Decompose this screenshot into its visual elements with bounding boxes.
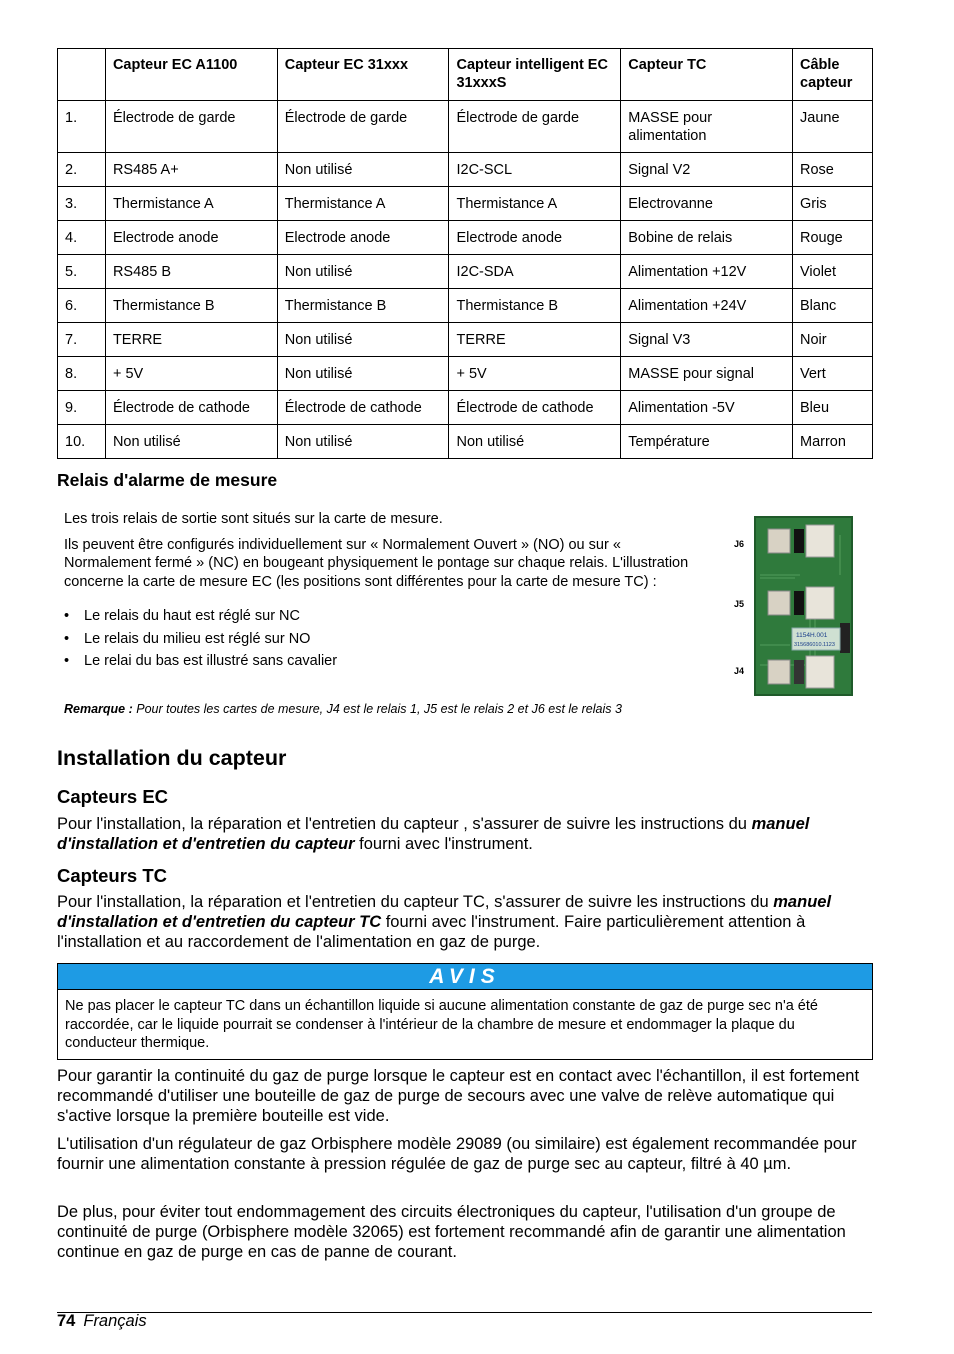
table-header-cell: Capteur TC	[621, 49, 793, 101]
table-cell: Non utilisé	[277, 323, 449, 357]
ec-text-part: Pour l'installation, la réparation et l'entretien du capteur , s'assurer de suivre les instructions du	[57, 815, 752, 833]
measurement-board-photo	[720, 515, 855, 697]
paragraph-regulator: L'utilisation d'un régulateur de gaz Orbisphere modèle 29089 (ou similaire) est également recommandée pour fournir une alimentation constante à pression régulée de gaz de purge sec au capteur, filtré à 40 µm.	[57, 1135, 857, 1173]
table-cell: 10.	[58, 425, 106, 459]
paragraph-backup-gas: Pour garantir la continuité du gaz de purge lorsque le capteur est en contact avec l'échantillon, il est fortement recommandé d'utiliser une bouteille de gaz de purge de secours avec une valve de relève automatique qui s'active lorsque la première bouteille est vide.	[57, 1067, 860, 1125]
table-cell: Electrode anode	[277, 221, 449, 255]
table-cell: Marron	[793, 425, 873, 459]
sticker-line-1: 1154H.001	[796, 632, 828, 639]
list-item: • Le relais du milieu est réglé sur NO	[64, 630, 704, 649]
table-cell: + 5V	[449, 357, 621, 391]
list-item: • Le relais du haut est réglé sur NC	[64, 607, 704, 626]
table-cell: Température	[621, 425, 793, 459]
notice-box	[57, 963, 873, 1060]
table-cell: Vert	[793, 357, 873, 391]
table-row	[58, 323, 873, 357]
tc-paragraph	[57, 892, 872, 952]
table-header-cell: Capteur EC 31xxx	[277, 49, 449, 101]
table-cell: Électrode de garde	[277, 101, 449, 153]
table-cell: Électrode de cathode	[105, 391, 277, 425]
table-cell: Jaune	[793, 101, 873, 153]
table-cell: Thermistance A	[449, 187, 621, 221]
notice-body: Ne pas placer le capteur TC dans un échantillon liquide si aucune alimentation constante de gaz de purge sec n'a été raccordée, car le liquide pourrait se condenser à l'intérieur de la chambre de mesure et endommager la plaque du conducteur thermique.	[65, 998, 818, 1051]
table-cell: Blanc	[793, 289, 873, 323]
table-row	[58, 425, 873, 459]
table-cell: Bleu	[793, 391, 873, 425]
table-row	[58, 153, 873, 187]
table-cell: I2C-SDA	[449, 255, 621, 289]
table-cell: Rouge	[793, 221, 873, 255]
page-number: 74	[57, 1312, 76, 1330]
table-cell: 5.	[58, 255, 106, 289]
table-cell: 9.	[58, 391, 106, 425]
table-cell: 6.	[58, 289, 106, 323]
table-cell: 2.	[58, 153, 106, 187]
table-cell: Gris	[793, 187, 873, 221]
table-cell: Thermistance A	[277, 187, 449, 221]
table-row	[58, 289, 873, 323]
relais-paragraph-2: Ils peuvent être configurés individuellement sur « Normalement Ouvert » (NO) ou sur « Normalement fermé » (NC) en bougeant physiquement le pontage sur chaque relais. L'illustration concerne la carte de mesure EC (les positions sont différentes pour la carte de mesure TC) :	[64, 536, 689, 590]
note-label: Remarque :	[64, 702, 133, 716]
table-cell: Non utilisé	[277, 153, 449, 187]
label-j6: J6	[734, 539, 745, 549]
relay-j5	[768, 587, 834, 619]
ec-heading: Capteurs EC	[57, 786, 169, 807]
table-header-cell: Câble capteur	[793, 49, 873, 101]
table-cell: Rose	[793, 153, 873, 187]
table-cell: 8.	[58, 357, 106, 391]
relais-paragraph-1: Les trois relais de sortie sont situés sur la carte de mesure.	[64, 511, 443, 527]
install-title: Installation du capteur	[57, 746, 287, 770]
page-footer	[57, 1312, 147, 1331]
relais-bullet-list	[64, 607, 704, 671]
table-cell: Thermistance B	[277, 289, 449, 323]
table-cell: Non utilisé	[449, 425, 621, 459]
ec-text-part: fourni avec l'instrument.	[354, 835, 533, 853]
table-row	[58, 357, 873, 391]
table-cell: I2C-SCL	[449, 153, 621, 187]
tc-manual-ref: manuel d'installation et d'entretien du capteur TC	[57, 893, 832, 931]
table-cell: Non utilisé	[277, 357, 449, 391]
footer-rule	[57, 1312, 872, 1313]
tc-text-part: Pour l'installation, la réparation et l'entretien du capteur TC, s'assurer de suivre les instructions du	[57, 893, 774, 911]
table-cell: RS485 A+	[105, 153, 277, 187]
table-row	[58, 101, 873, 153]
ec-manual-ref: manuel d'installation et d'entretien du capteur	[57, 815, 810, 853]
table-cell: Thermistance B	[105, 289, 277, 323]
table-cell: Electrode anode	[449, 221, 621, 255]
table-cell: Electrode anode	[105, 221, 277, 255]
table-cell: Électrode de garde	[105, 101, 277, 153]
table-cell: Non utilisé	[277, 425, 449, 459]
table-cell: TERRE	[449, 323, 621, 357]
chip	[840, 623, 850, 653]
note-text: Pour toutes les cartes de mesure, J4 est le relais 1, J5 est le relais 2 et J6 est le relais 3	[132, 702, 622, 716]
relais-description	[64, 510, 704, 675]
table-cell: Signal V3	[621, 323, 793, 357]
table-header-cell: Capteur EC A1100	[105, 49, 277, 101]
table-header-row	[58, 49, 873, 101]
sticker-line-2: 315686010.1123	[794, 642, 835, 648]
tc-heading: Capteurs TC	[57, 865, 167, 886]
relais-heading: Relais d'alarme de mesure	[57, 470, 278, 490]
table-cell: Thermistance B	[449, 289, 621, 323]
table-cell: Non utilisé	[105, 425, 277, 459]
label-j5: J5	[734, 599, 745, 609]
table-cell: RS485 B	[105, 255, 277, 289]
table-cell: 4.	[58, 221, 106, 255]
table-cell: Électrode de garde	[449, 101, 621, 153]
table-row	[58, 391, 873, 425]
table-cell: Électrode de cathode	[277, 391, 449, 425]
table-cell: Alimentation +24V	[621, 289, 793, 323]
table-cell: Violet	[793, 255, 873, 289]
table-row	[58, 221, 873, 255]
table-header-cell: Capteur intelligent EC 31xxxS	[449, 49, 621, 101]
ec-paragraph	[57, 814, 872, 854]
relay-j6	[768, 525, 834, 557]
table-cell: Thermistance A	[105, 187, 277, 221]
table-header-cell	[58, 49, 106, 101]
table-cell: TERRE	[105, 323, 277, 357]
table-cell: Signal V2	[621, 153, 793, 187]
table-cell: Non utilisé	[277, 255, 449, 289]
relay-j4	[768, 656, 834, 688]
table-row	[58, 187, 873, 221]
table-cell: 3.	[58, 187, 106, 221]
label-j4: J4	[734, 666, 745, 676]
table-row	[58, 255, 873, 289]
list-item: • Le relai du bas est illustré sans cavalier	[64, 652, 704, 671]
notice-title: AVIS	[58, 964, 872, 990]
table-cell: Alimentation -5V	[621, 391, 793, 425]
sensor-pin-table	[57, 48, 873, 459]
table-cell: Électrode de cathode	[449, 391, 621, 425]
footer-language: Français	[83, 1312, 147, 1330]
tc-text-part: fourni avec l'instrument. Faire particulièrement attention à l'installation et au raccordement de l'alimentation en gaz de purge.	[57, 913, 806, 951]
table-cell: MASSE pour alimentation	[621, 101, 793, 153]
table-cell: Alimentation +12V	[621, 255, 793, 289]
relais-note	[64, 702, 622, 716]
table-cell: MASSE pour signal	[621, 357, 793, 391]
table-cell: 7.	[58, 323, 106, 357]
table-cell: 1.	[58, 101, 106, 153]
table-cell: Electrovanne	[621, 187, 793, 221]
table-cell: Noir	[793, 323, 873, 357]
table-cell: Bobine de relais	[621, 221, 793, 255]
paragraph-purge-unit: De plus, pour éviter tout endommagement des circuits électroniques du capteur, l'utilisation d'un groupe de continuité de purge (Orbisphere modèle 32065) est fortement recommandé afin de garantir une alimentation continue en gaz de purge en cas de panne de courant.	[57, 1203, 846, 1261]
table-cell: + 5V	[105, 357, 277, 391]
